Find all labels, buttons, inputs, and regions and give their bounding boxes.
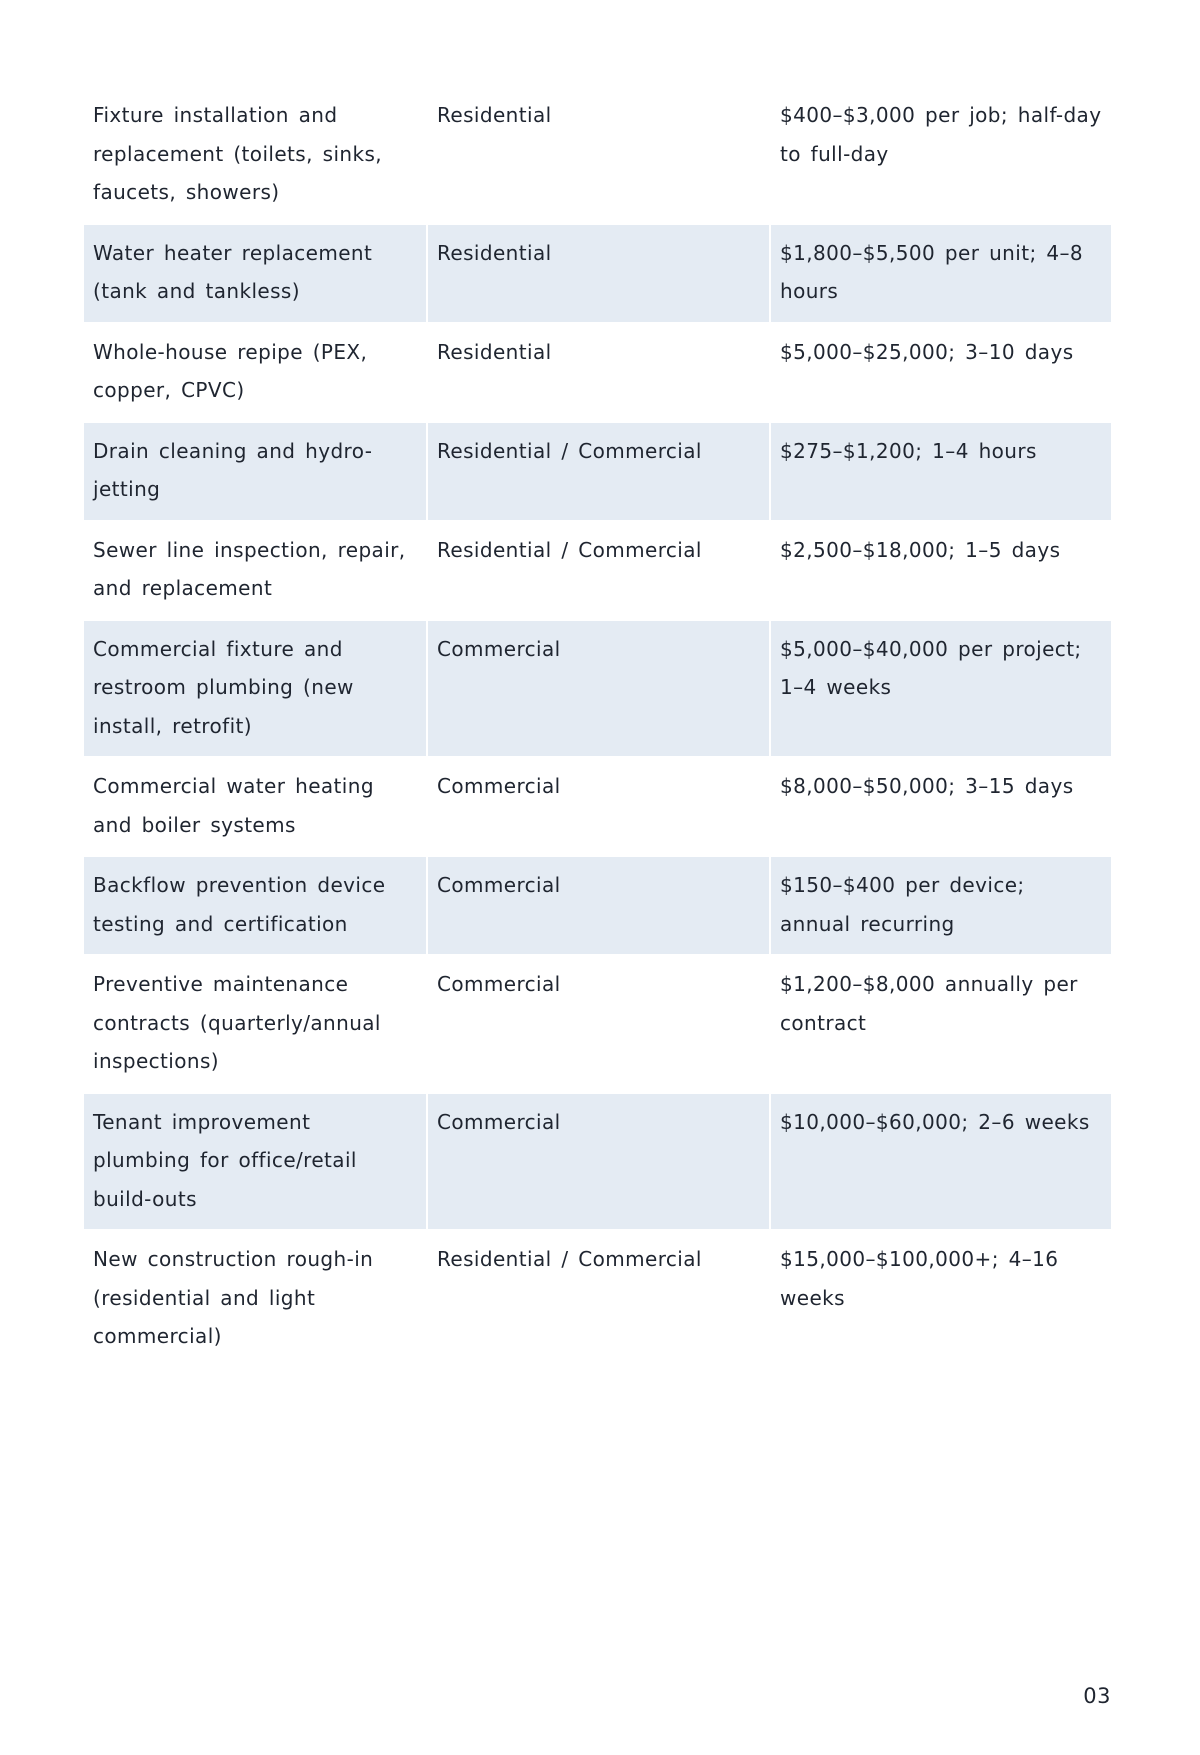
service-cell: Backflow prevention device testing and certification <box>84 856 427 955</box>
table-row <box>84 87 1111 224</box>
cost-cell: $1,800–$5,500 per unit; 4–8 hours <box>770 224 1111 323</box>
segment-cell: Residential / Commercial <box>427 422 770 521</box>
cost-cell: $5,000–$25,000; 3–10 days <box>770 323 1111 422</box>
table-row <box>84 955 1111 1093</box>
cost-cell: $400–$3,000 per job; half-day to full-day <box>770 87 1111 224</box>
cost-cell: $10,000–$60,000; 2–6 weeks <box>770 1093 1111 1231</box>
segment-cell: Commercial <box>427 856 770 955</box>
segment-cell: Commercial <box>427 1093 770 1231</box>
table-row <box>84 757 1111 856</box>
service-cell: Preventive maintenance contracts (quarterly/annual inspections) <box>84 955 427 1093</box>
service-cell: Commercial fixture and restroom plumbing (new install, retrofit) <box>84 620 427 758</box>
segment-cell: Residential / Commercial <box>427 521 770 620</box>
cost-cell: $1,200–$8,000 annually per contract <box>770 955 1111 1093</box>
service-cell: Whole-house repipe (PEX, copper, CPVC) <box>84 323 427 422</box>
table-row <box>84 224 1111 323</box>
segment-cell: Residential <box>427 323 770 422</box>
cost-cell: $275–$1,200; 1–4 hours <box>770 422 1111 521</box>
service-cell: Commercial water heating and boiler systems <box>84 757 427 856</box>
table-row <box>84 422 1111 521</box>
service-cell: New construction rough-in (residential and light commercial) <box>84 1230 427 1367</box>
service-cell: Drain cleaning and hydro-jetting <box>84 422 427 521</box>
table-row <box>84 1093 1111 1231</box>
segment-cell: Residential <box>427 224 770 323</box>
segment-cell: Commercial <box>427 757 770 856</box>
segment-cell: Residential <box>427 87 770 224</box>
service-cell: Fixture installation and replacement (toilets, sinks, faucets, showers) <box>93 103 383 204</box>
cost-cell: $15,000–$100,000+; 4–16 weeks <box>770 1230 1111 1367</box>
service-cell: Tenant improvement plumbing for office/retail build-outs <box>84 1093 427 1231</box>
table-row <box>84 620 1111 758</box>
table-row <box>84 856 1111 955</box>
segment-cell: Commercial <box>427 620 770 758</box>
cost-cell: $8,000–$50,000; 3–15 days <box>770 757 1111 856</box>
table-row <box>84 521 1111 620</box>
table-row <box>84 323 1111 422</box>
table-row <box>84 1230 1111 1367</box>
service-cell: Water heater replacement (tank and tankless) <box>84 224 427 323</box>
cost-cell: $2,500–$18,000; 1–5 days <box>770 521 1111 620</box>
cost-cell: $150–$400 per device; annual recurring <box>770 856 1111 955</box>
segment-cell: Residential / Commercial <box>427 1230 770 1367</box>
service-cell: Sewer line inspection, repair, and replacement <box>84 521 427 620</box>
cost-cell: $5,000–$40,000 per project; 1–4 weeks <box>770 620 1111 758</box>
segment-cell: Commercial <box>427 955 770 1093</box>
page-number: 03 <box>1083 1684 1111 1708</box>
services-table <box>84 87 1111 1367</box>
